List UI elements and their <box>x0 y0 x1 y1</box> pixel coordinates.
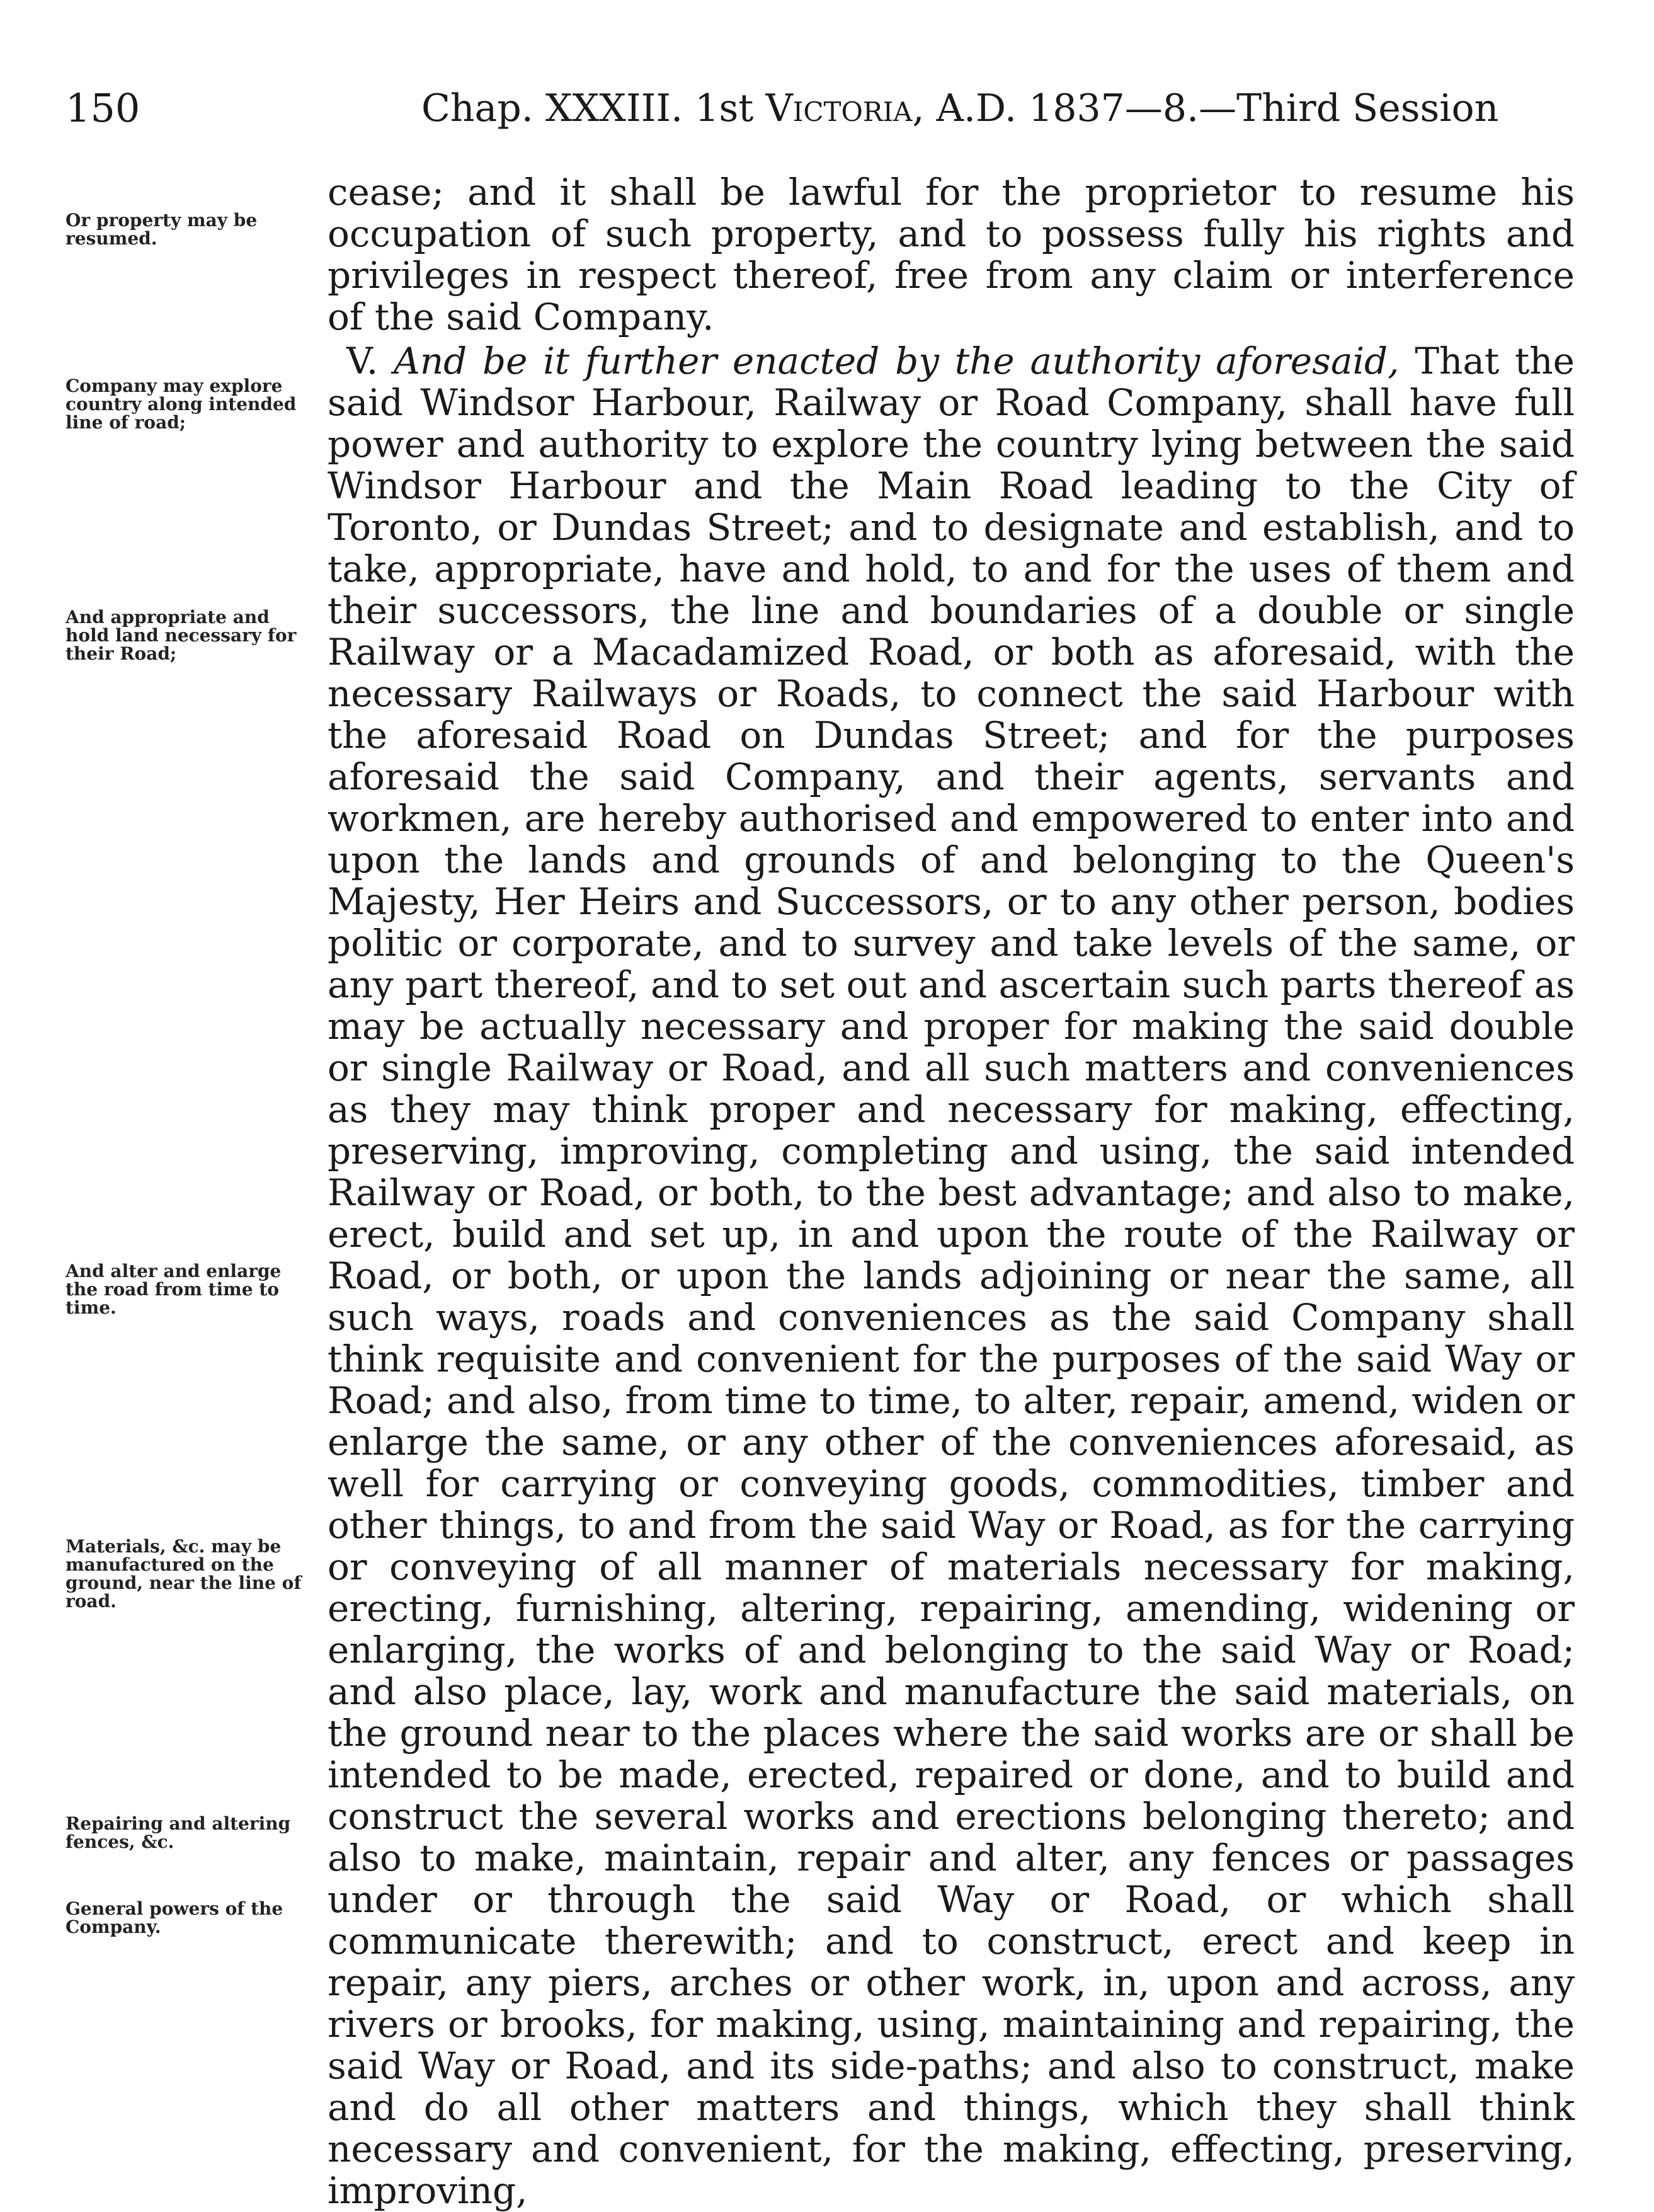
margin-note-alter-enlarge-road: And alter and enlarge the road from time to time. <box>66 1261 282 1318</box>
enacting-clause: And be it further enacted by the authority aforesaid, <box>393 340 1400 382</box>
margin-note-appropriate-land: And appropriate and hold land necessary for their Road; <box>66 607 297 664</box>
paragraph-continuation: cease; and it shall be lawful for the proprietor to resume his occupation of such property, and to possess fully his rights and privileges in respect thereof, free from any claim or interference of the said Company. <box>328 171 1575 338</box>
page-header <box>66 83 1590 140</box>
section-number: V. <box>346 340 379 382</box>
margin-note-general-powers: General powers of the Company. <box>66 1898 283 1937</box>
margin-note-explore-country: Company may explore country along intended line of road; <box>66 375 297 433</box>
margin-note-property-resumed: Or property may be resumed. <box>66 210 258 249</box>
section-v-text: That the said Windsor Harbour, Railway or Road Company, shall have full power and authority to explore the country lying between the said Windsor Harbour and the Main Road leading to the City of Toronto, or Dundas Street; and to designate and establish, and to take, appropriate, have and hold, to and for the uses of them and their successors, the line and boundaries of a double or single Railway or a Macadamized Road, or both as aforesaid, with the necessary Railways or Roads, to connect the said Harbour with the aforesaid Road on Dundas Street; and for the purposes aforesaid the said Company, and their agents, servants and workmen, are hereby authorised and empowered to enter into and upon the lands and grounds of and belonging to the Queen's Majesty, Her Heirs and Successors, or to any other person, bodies politic or corporate, and to survey and take levels of the same, or any part thereof, and to set out and ascertain such parts thereof as may be actually necessary and proper for making the said double or single Railway or Road, and all such matters and conveniences as they may think proper and necessary for making, effecting, preserving, improving, completing and using, the said intended Railway or Road, or both, to the best advantage; and also to make, erect, build and set up, in and upon the route of the Railway or Road, or both, or upon the lands adjoining or near the same, all such ways, roads and conveniences as the said Company shall think requisite and convenient for the purposes of the said Way or Road; and also, from time to time, to alter, repair, amend, widen or enlarge the same, or any other of the conveniences aforesaid, as well for carrying or conveying goods, commodities, timber and other things, to and from the said Way or Road, as for the carrying or conveying of all manner of materials necessary for making, erecting, furnishing, altering, repairing, amending, widening or enlarging, the works of and belonging to the said Way or Road; and also place, lay, work and manufacture the said materials, on the ground near to the places where the said works are or shall be intended to be made, erected, repaired or done, and to build and construct the several works and erections belonging thereto; and also to make, maintain, repair and alter, any fences or passages under or through the said Way or Road, or which shall communicate therewith; and to construct, erect and keep in repair, any piers, arches or other work, in, upon and across, any rivers or brooks, for making, using, maintaining and repairing, the said Way or Road, and its side-paths; and also to construct, make and do all other matters and things, which they shall think necessary and convenient, for the making, effecting, preserving, improving, <box>328 340 1575 2212</box>
date-session: , A.D. 1837—8.—Third Session <box>912 86 1499 130</box>
paragraph-section-v <box>328 340 1575 2211</box>
running-title <box>421 83 1498 134</box>
margin-note-materials-manufactured: Materials, &c. may be manufactured on the ground, near the line of road. <box>66 1536 302 1612</box>
chapter-label: Chap. XXXIII. <box>421 86 683 130</box>
regnal-year: 1st <box>695 86 754 130</box>
page-number: 150 <box>66 85 140 131</box>
monarch-name: Victoria <box>765 86 913 130</box>
margin-note-repairing-fences: Repairing and altering fences, &c. <box>66 1813 291 1852</box>
